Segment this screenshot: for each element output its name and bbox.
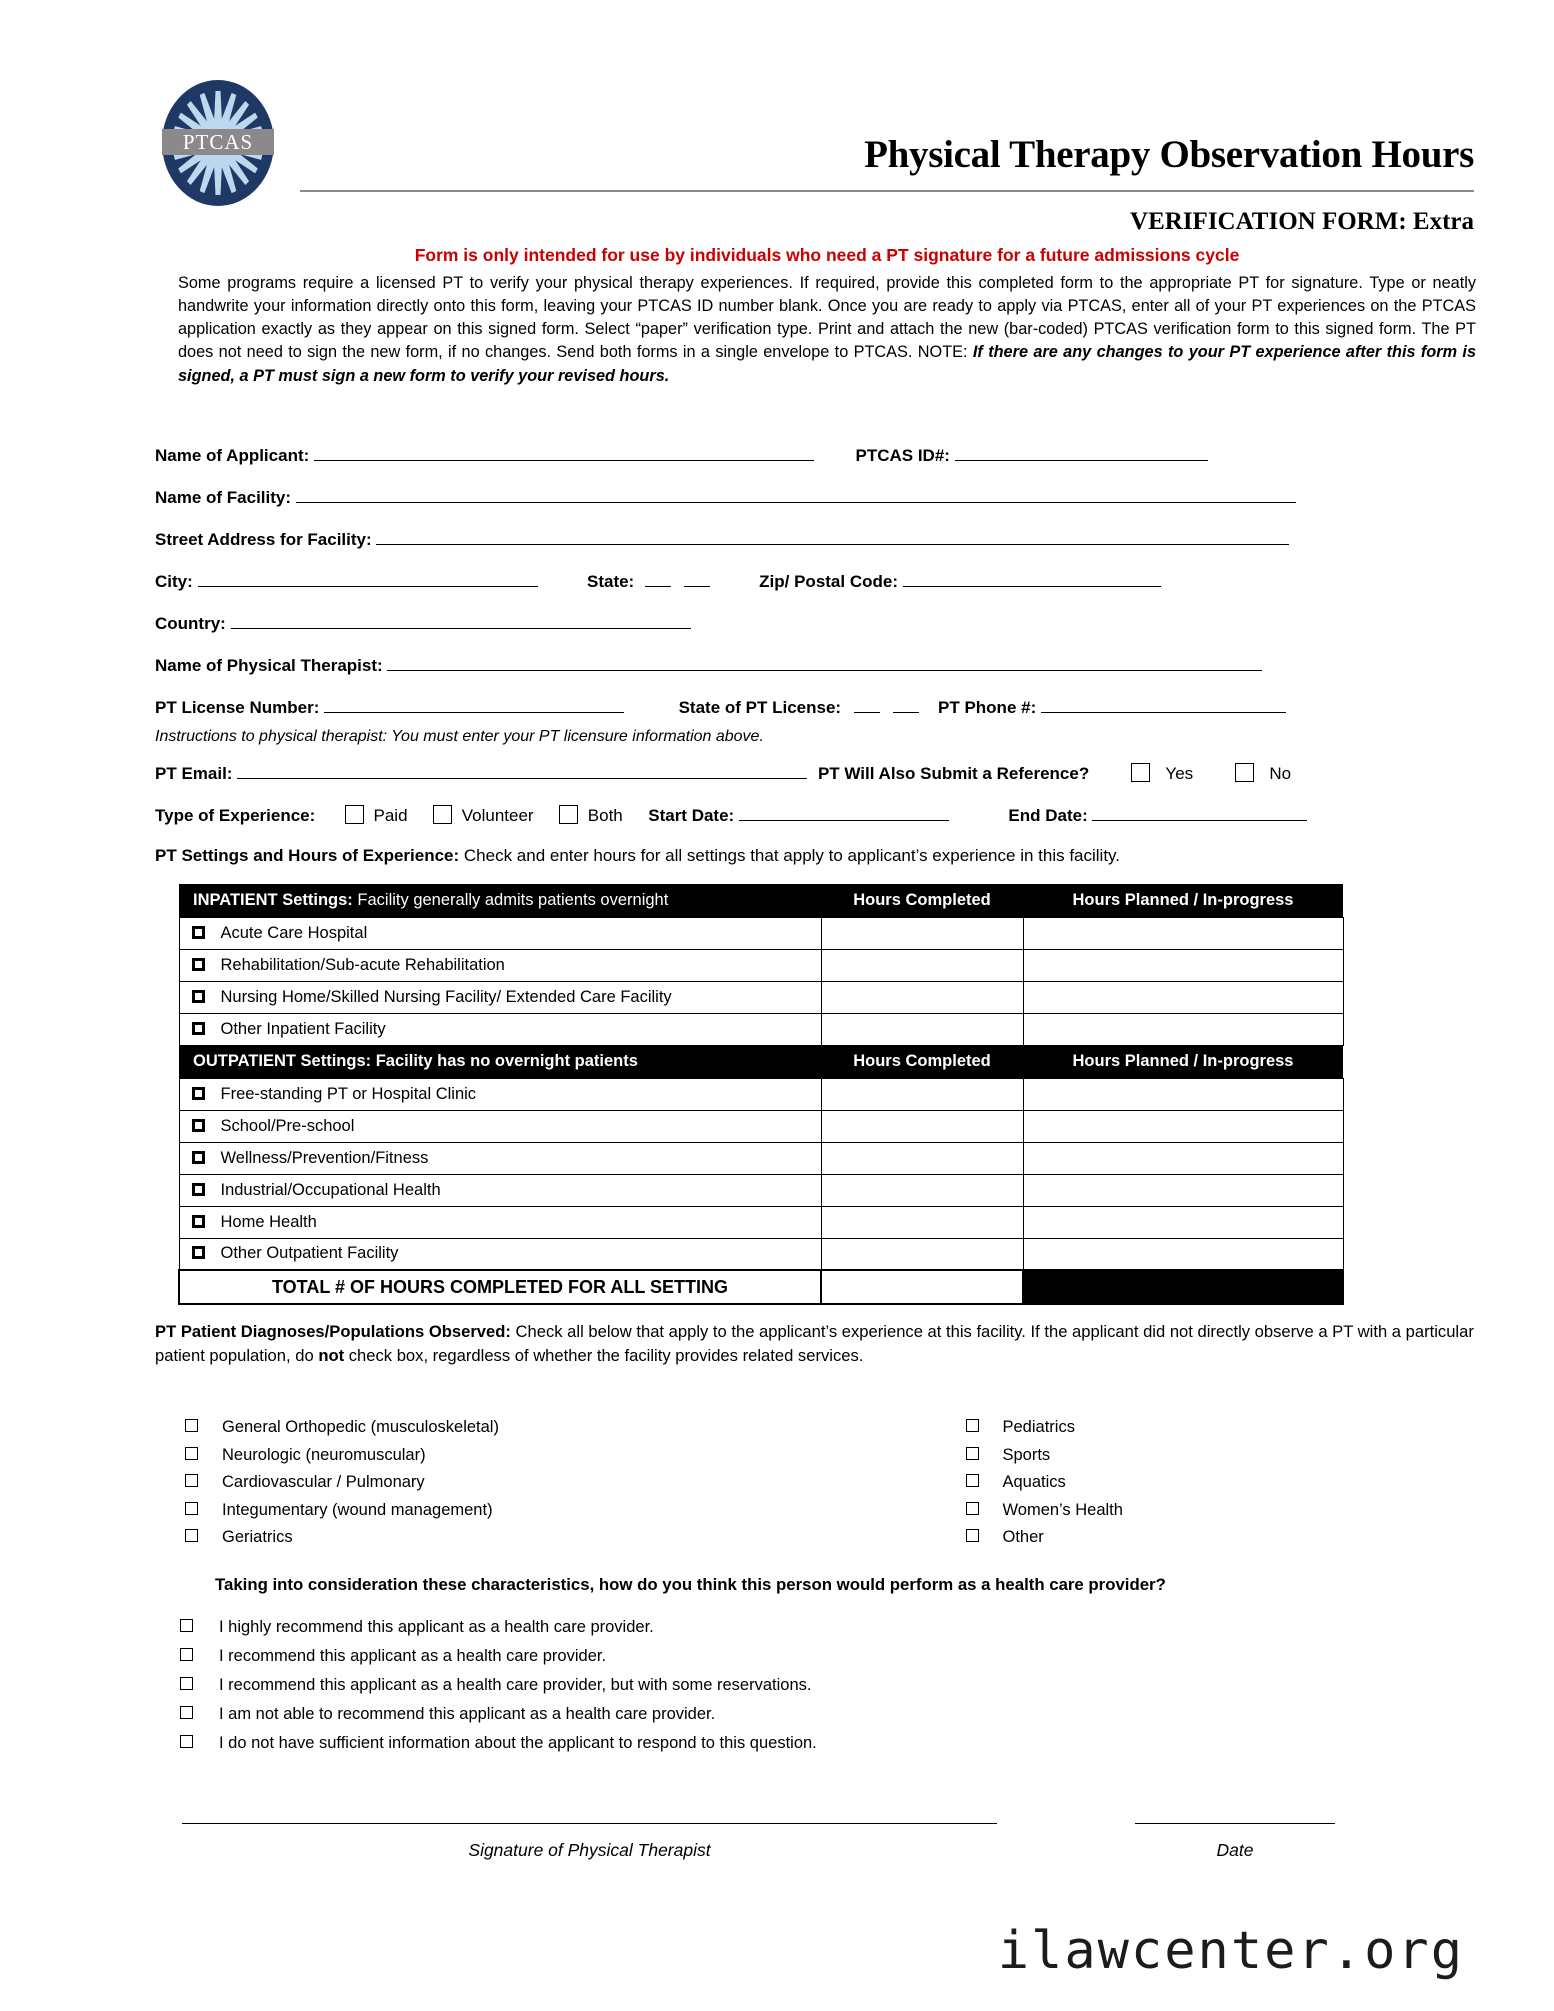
settings-intro-rest: Check and enter hours for all settings that apply to applicant’s experience in this facility. [459, 846, 1121, 865]
checkbox-industrial-occupational-health[interactable] [192, 1183, 205, 1196]
col-header-hours-planned-outpatient: Hours Planned / In-progress [1023, 1045, 1343, 1078]
input-state-of-license-2[interactable] [893, 696, 919, 713]
outpatient-row-cell [179, 1110, 821, 1142]
diagnoses-checkbox-columns [155, 1418, 1476, 1556]
list-item [185, 1528, 816, 1556]
label-womens-health: Women’s Health [1002, 1500, 1123, 1519]
input-state-of-license-1[interactable] [854, 696, 880, 713]
label-name-of-applicant: Name of Applicant: [155, 446, 310, 465]
total-row [179, 1270, 1343, 1304]
input-name-of-applicant[interactable] [314, 444, 814, 461]
outpatient-section-header [179, 1045, 1343, 1078]
checkbox-other-diagnosis[interactable] [966, 1529, 979, 1542]
checkbox-acute-care-hospital[interactable] [192, 926, 205, 939]
row-country [155, 612, 1476, 654]
label-school-preschool: School/Pre-school [220, 1116, 355, 1135]
table-row [179, 1238, 1343, 1270]
ptcas-logo [158, 78, 278, 208]
list-item [185, 1501, 816, 1529]
header-rule [300, 190, 1474, 192]
watermark: ilawcenter.org [997, 1921, 1464, 1981]
checkbox-womens-health[interactable] [966, 1502, 979, 1515]
label-state-of-pt-license: State of PT License: [678, 698, 842, 717]
inpatient-header-bold: INPATIENT Settings: [193, 890, 353, 909]
label-paid: Paid [373, 806, 408, 825]
form-fields [155, 444, 1476, 846]
list-item [966, 1501, 1477, 1529]
checkbox-other-outpatient-facility[interactable] [192, 1246, 205, 1259]
table-row [179, 949, 1343, 981]
checkbox-neurologic[interactable] [185, 1447, 198, 1460]
col-header-hours-completed-outpatient: Hours Completed [821, 1045, 1023, 1078]
label-state: State: [586, 572, 635, 591]
col-header-hours-planned-inpatient: Hours Planned / In-progress [1023, 884, 1343, 917]
input-start-date[interactable] [739, 804, 949, 821]
outpatient-row-cell [179, 1142, 821, 1174]
hours-completed-acute-care-hospital[interactable] [821, 917, 1023, 949]
inpatient-header-rest: Facility generally admits patients overnight [352, 890, 669, 909]
checkbox-sports[interactable] [966, 1447, 979, 1460]
row-pt-instructions [155, 726, 1476, 762]
input-street-address[interactable] [376, 528, 1289, 545]
settings-intro [155, 846, 1476, 866]
checkbox-recommend[interactable] [180, 1648, 193, 1661]
label-wellness-prevention-fitness: Wellness/Prevention/Fitness [220, 1148, 429, 1167]
page-title: Physical Therapy Observation Hours [864, 133, 1474, 176]
table-row [179, 1142, 1343, 1174]
diagnoses-right-column [816, 1418, 1477, 1556]
row-type-of-experience [155, 804, 1476, 846]
signature-caption: Signature of Physical Therapist [468, 1840, 711, 1860]
input-zip[interactable] [903, 570, 1161, 587]
table-row [179, 1174, 1343, 1206]
row-street-address [155, 528, 1476, 570]
label-name-of-pt: Name of Physical Therapist: [155, 656, 383, 675]
label-volunteer: Volunteer [461, 806, 534, 825]
logo-wordmark: PTCAS [182, 130, 254, 154]
inpatient-row-cell [179, 949, 821, 981]
label-pt-license-number: PT License Number: [155, 698, 320, 717]
label-both: Both [587, 806, 623, 825]
pt-settings-table [178, 884, 1344, 1305]
instructions-emphasis: If there are any changes to your PT experience after this form is signed, a PT must sign a new form to verify your revised hours. [178, 343, 1476, 385]
checkbox-recommend-with-reservations[interactable] [180, 1677, 193, 1690]
row-pt-email [155, 762, 1476, 804]
list-item [180, 1734, 1476, 1763]
table-row [179, 1110, 1343, 1142]
label-pt-phone: PT Phone #: [938, 698, 1037, 717]
hours-completed-wellness[interactable] [821, 1142, 1023, 1174]
checkbox-both[interactable] [559, 805, 578, 824]
hours-completed-rehabilitation[interactable] [821, 949, 1023, 981]
label-pediatrics: Pediatrics [1002, 1418, 1075, 1436]
checkbox-paid[interactable] [345, 805, 364, 824]
inpatient-header-cell [179, 884, 821, 917]
outpatient-row-cell [179, 1078, 821, 1110]
checkbox-highly-recommend[interactable] [180, 1619, 193, 1632]
checkbox-pediatrics[interactable] [966, 1419, 979, 1432]
red-notice: Form is only intended for use by individuals who need a PT signature for a future admissions cycle [414, 245, 1240, 265]
instructions-paragraph [178, 272, 1476, 388]
hours-planned-acute-care-hospital[interactable] [1023, 917, 1343, 949]
list-item [180, 1618, 1476, 1647]
list-item [185, 1418, 816, 1446]
table-row [179, 1078, 1343, 1110]
inpatient-section-header [179, 884, 1343, 917]
checkbox-integumentary[interactable] [185, 1502, 198, 1515]
list-item [180, 1647, 1476, 1676]
checkbox-not-able-to-recommend[interactable] [180, 1706, 193, 1719]
input-name-of-facility[interactable] [296, 486, 1296, 503]
ptcas-logo-svg [158, 78, 278, 208]
list-item [966, 1473, 1477, 1501]
settings-intro-bold: PT Settings and Hours of Experience: [155, 846, 460, 865]
checkbox-rehabilitation[interactable] [192, 958, 205, 971]
table-row [179, 1013, 1343, 1045]
hours-planned-school[interactable] [1023, 1110, 1343, 1142]
hours-completed-home-health[interactable] [821, 1206, 1023, 1238]
label-sports: Sports [1002, 1445, 1051, 1464]
inpatient-row-cell [179, 1013, 821, 1045]
checkbox-insufficient-information[interactable] [180, 1735, 193, 1748]
input-ptcas-id[interactable] [955, 444, 1208, 461]
diagnoses-intro-bold: PT Patient Diagnoses/Populations Observed: [155, 1322, 511, 1341]
checkbox-volunteer[interactable] [433, 805, 452, 824]
hours-completed-nursing-home[interactable] [821, 981, 1023, 1013]
list-item [966, 1418, 1477, 1446]
hours-completed-other-inpatient[interactable] [821, 1013, 1023, 1045]
hours-planned-nursing-home[interactable] [1023, 981, 1343, 1013]
outpatient-row-cell [179, 1238, 821, 1270]
input-pt-license-number[interactable] [324, 696, 624, 713]
label-free-standing-pt-clinic: Free-standing PT or Hospital Clinic [220, 1084, 477, 1103]
list-item [185, 1473, 816, 1501]
hours-planned-rehabilitation[interactable] [1023, 949, 1343, 981]
col-header-hours-completed-inpatient: Hours Completed [821, 884, 1023, 917]
label-home-health: Home Health [220, 1212, 317, 1231]
label-type-of-experience: Type of Experience: [155, 806, 316, 825]
pt-instructions-note: Instructions to physical therapist: You must enter your PT licensure information above. [155, 728, 764, 745]
table-row [179, 981, 1343, 1013]
label-pt-email: PT Email: [155, 764, 233, 783]
input-end-date[interactable] [1092, 804, 1307, 821]
label-recommend-with-reservations: I recommend this applicant as a health care provider, but with some reservations. [219, 1676, 812, 1694]
label-pt-reference-question: PT Will Also Submit a Reference? [817, 764, 1090, 783]
label-insufficient-information: I do not have sufficient information about the applicant to respond to this question. [219, 1734, 817, 1752]
label-recommend: I recommend this applicant as a health care provider. [219, 1647, 607, 1665]
input-name-of-pt[interactable] [387, 654, 1262, 671]
date-line[interactable] [1135, 1823, 1335, 1824]
label-street-address: Street Address for Facility: [155, 530, 372, 549]
input-pt-email[interactable] [237, 762, 807, 779]
outpatient-row-cell [179, 1174, 821, 1206]
hours-completed-school[interactable] [821, 1110, 1023, 1142]
inpatient-row-cell [179, 917, 821, 949]
input-state-2[interactable] [684, 570, 710, 587]
list-item [180, 1676, 1476, 1705]
row-city-state-zip [155, 570, 1476, 612]
hours-planned-wellness[interactable] [1023, 1142, 1343, 1174]
page-subtitle: VERIFICATION FORM: Extra [1130, 208, 1474, 235]
table-row [179, 917, 1343, 949]
checkbox-general-orthopedic[interactable] [185, 1419, 198, 1432]
label-country: Country: [155, 614, 226, 633]
hours-planned-free-standing[interactable] [1023, 1078, 1343, 1110]
label-other-outpatient-facility: Other Outpatient Facility [220, 1244, 399, 1263]
list-item [180, 1705, 1476, 1734]
checkbox-school-preschool[interactable] [192, 1119, 205, 1132]
recommendation-options [180, 1618, 1476, 1763]
hours-planned-other-outpatient[interactable] [1023, 1238, 1343, 1270]
hours-planned-industrial[interactable] [1023, 1174, 1343, 1206]
checkbox-home-health[interactable] [192, 1215, 205, 1228]
label-other-diagnosis: Other [1002, 1528, 1044, 1546]
checkbox-geriatrics[interactable] [185, 1529, 198, 1542]
diagnoses-left-column [155, 1418, 816, 1556]
label-reference-no: No [1269, 764, 1292, 783]
outpatient-row-cell [179, 1206, 821, 1238]
label-rehabilitation: Rehabilitation/Sub-acute Rehabilitation [220, 955, 505, 974]
label-general-orthopedic: General Orthopedic (musculoskeletal) [222, 1418, 499, 1436]
list-item [185, 1446, 816, 1474]
checkbox-other-inpatient-facility[interactable] [192, 1022, 205, 1035]
input-pt-phone[interactable] [1041, 696, 1286, 713]
diagnoses-intro-part2: check box, regardless of whether the facility provides related services. [344, 1346, 864, 1366]
total-label: TOTAL # OF HOURS COMPLETED FOR ALL SETTING [179, 1270, 821, 1304]
diagnoses-intro-not: not [318, 1346, 345, 1366]
diagnoses-intro-part1: Check all below that apply to the applicant’s experience at this facility. If the applicant did not directly observe a PT with a particular patient population, do [155, 1322, 1474, 1366]
label-aquatics: Aquatics [1002, 1473, 1066, 1491]
checkbox-reference-no[interactable] [1235, 763, 1254, 782]
checkbox-nursing-home[interactable] [192, 990, 205, 1003]
checkbox-free-standing-pt-clinic[interactable] [192, 1087, 205, 1100]
label-highly-recommend: I highly recommend this applicant as a health care provider. [219, 1618, 654, 1636]
label-integumentary: Integumentary (wound management) [222, 1500, 493, 1519]
label-cardiovascular-pulmonary: Cardiovascular / Pulmonary [222, 1473, 425, 1491]
checkbox-cardiovascular-pulmonary[interactable] [185, 1474, 198, 1487]
diagnoses-intro [155, 1320, 1476, 1368]
label-start-date: Start Date: [648, 806, 735, 825]
label-zip: Zip/ Postal Code: [759, 572, 898, 591]
label-not-able-to-recommend: I am not able to recommend this applicant as a health care provider. [219, 1705, 716, 1723]
label-reference-yes: Yes [1165, 764, 1194, 783]
page-title-wrap [300, 135, 1474, 176]
hours-planned-other-inpatient[interactable] [1023, 1013, 1343, 1045]
input-country[interactable] [231, 612, 691, 629]
label-nursing-home: Nursing Home/Skilled Nursing Facility/ Extended Care Facility [220, 987, 672, 1006]
label-ptcas-id: PTCAS ID#: [855, 446, 950, 465]
list-item [966, 1446, 1477, 1474]
recommendation-question: Taking into consideration these characteristics, how do you think this person would perform as a health care provider? [215, 1575, 1166, 1594]
label-end-date: End Date: [1008, 806, 1088, 825]
checkbox-reference-yes[interactable] [1131, 763, 1150, 782]
instructions-text: Some programs require a licensed PT to verify your physical therapy experiences. If required, provide this completed form to the appropriate PT for signature. Type or neatly handwrite your information directly onto this form, leaving your PTCAS ID number blank. Once you are ready to apply via PTCAS, enter all of your PT experiences on the PTCAS application exactly as they appear on this signed form. Select “paper” verification type. Print and attach the new (bar-coded) PTCAS verification form to this signed form. The PT does not need to sign the new form, if no changes. Send both forms in a single envelope to PTCAS. NOTE: [178, 274, 1476, 362]
label-geriatrics: Geriatrics [222, 1528, 293, 1546]
label-acute-care-hospital: Acute Care Hospital [220, 923, 368, 942]
hours-completed-free-standing[interactable] [821, 1078, 1023, 1110]
hours-planned-home-health[interactable] [1023, 1206, 1343, 1238]
checkbox-aquatics[interactable] [966, 1474, 979, 1487]
label-city: City: [155, 572, 193, 591]
hours-completed-industrial[interactable] [821, 1174, 1023, 1206]
label-neurologic: Neurologic (neuromuscular) [222, 1445, 426, 1464]
date-caption: Date [1216, 1840, 1254, 1860]
checkbox-wellness-prevention-fitness[interactable] [192, 1151, 205, 1164]
hours-completed-other-outpatient[interactable] [821, 1238, 1023, 1270]
list-item [966, 1528, 1477, 1556]
signature-line[interactable] [182, 1823, 997, 1824]
row-applicant [155, 444, 1476, 486]
total-hours-completed-input[interactable] [821, 1270, 1023, 1304]
row-name-of-pt [155, 654, 1476, 696]
label-other-inpatient-facility: Other Inpatient Facility [220, 1019, 386, 1038]
label-industrial-occupational-health: Industrial/Occupational Health [220, 1180, 441, 1199]
table-row [179, 1206, 1343, 1238]
outpatient-header-cell: OUTPATIENT Settings: Facility has no overnight patients [179, 1045, 821, 1078]
label-name-of-facility: Name of Facility: [155, 488, 292, 507]
inpatient-row-cell [179, 981, 821, 1013]
row-facility [155, 486, 1476, 528]
input-city[interactable] [198, 570, 538, 587]
input-state-1[interactable] [645, 570, 671, 587]
total-blacked-cell [1023, 1270, 1343, 1304]
row-pt-license [155, 696, 1476, 726]
document-header [0, 0, 1554, 265]
